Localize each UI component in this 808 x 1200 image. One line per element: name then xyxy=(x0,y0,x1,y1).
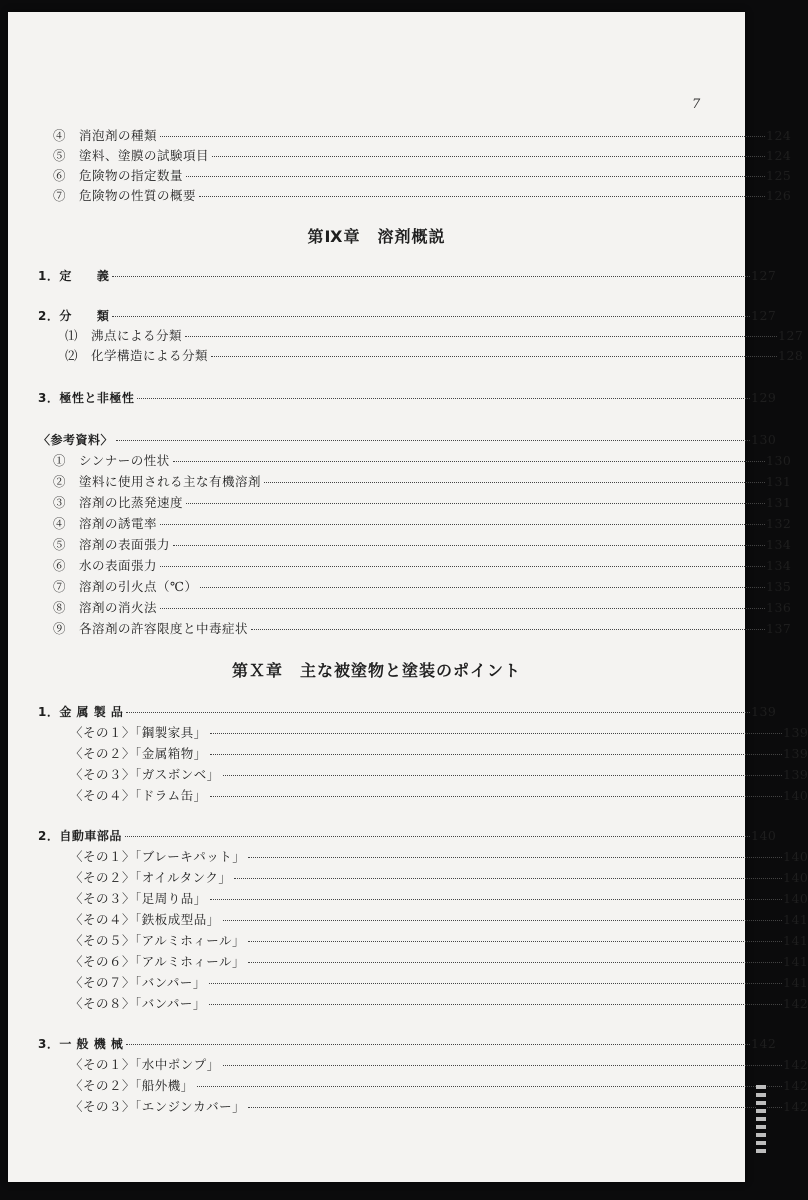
leader-dots xyxy=(185,335,777,337)
toc-entry xyxy=(8,744,807,764)
toc-entry-page: 135 xyxy=(766,579,792,594)
toc-entry-page: 139 xyxy=(783,767,808,782)
document-page xyxy=(8,12,808,1182)
toc-entry-page: 139 xyxy=(783,746,808,761)
leader-dots xyxy=(248,961,782,963)
toc-entry xyxy=(8,535,790,555)
toc-entry xyxy=(8,166,790,186)
toc-entry-label: 〈その２〉「オイルタンク」 xyxy=(70,870,232,885)
leader-dots xyxy=(186,502,765,504)
toc-entry-page: 131 xyxy=(766,474,792,489)
toc-entry-label: ① シンナーの性状 xyxy=(53,453,170,468)
toc-entry-label: 〈その４〉「鉄板成型品」 xyxy=(70,912,220,927)
toc-entry-label: ② 塗料に使用される主な有機溶剤 xyxy=(53,474,262,489)
toc-entry-page: 140 xyxy=(783,891,808,906)
toc-entry-page: 137 xyxy=(766,621,792,636)
toc-entry-label: 〈その１〉「水中ポンプ」 xyxy=(70,1057,220,1072)
leader-dots xyxy=(160,565,765,567)
leader-dots xyxy=(210,898,782,900)
toc-entry xyxy=(8,126,790,146)
toc-entry-label: 〈その４〉「ドラム缶」 xyxy=(70,788,207,803)
leader-dots xyxy=(248,1106,782,1108)
toc-entry-label: 〈その１〉「ブレーキパット」 xyxy=(70,849,246,864)
toc-entry-page: 130 xyxy=(751,432,777,447)
toc-entry-label: ⑦ 危険物の性質の概要 xyxy=(53,188,197,203)
leader-dots xyxy=(160,135,765,137)
toc-entry xyxy=(8,577,790,597)
toc-entry xyxy=(8,306,775,326)
toc-entry-label: ④ 溶剤の誘電率 xyxy=(53,516,158,531)
toc-entry-page: 128 xyxy=(778,348,804,363)
toc-entry-page: 134 xyxy=(766,537,792,552)
leader-dots xyxy=(223,1064,782,1066)
leader-dots xyxy=(173,460,765,462)
toc-entry-label: ⑦ 溶剤の引火点（℃） xyxy=(53,579,198,594)
toc-entry-label: ⑥ 危険物の指定数量 xyxy=(53,168,184,183)
leader-dots xyxy=(116,439,750,441)
toc-entry-page: 139 xyxy=(783,725,808,740)
toc-entry-label: 〈その５〉「アルミホィール」 xyxy=(70,933,246,948)
toc-entry-label: 〈その２〉「金属箱物」 xyxy=(70,746,207,761)
toc-entry-page: 141 xyxy=(783,954,808,969)
toc-entry-label: ③ 溶剤の比蒸発速度 xyxy=(53,495,184,510)
leader-dots xyxy=(210,753,782,755)
toc-entry xyxy=(8,556,790,576)
toc-entry-label: ⑤ 塗料、塗膜の試験項目 xyxy=(53,148,210,163)
page-number: 7 xyxy=(692,97,701,112)
leader-dots xyxy=(248,856,782,858)
leader-dots xyxy=(264,481,765,483)
toc-entry xyxy=(8,430,775,450)
toc-entry-label: 〈その６〉「アルミホィール」 xyxy=(70,954,246,969)
toc-entry-page: 142 xyxy=(783,1057,808,1072)
toc-entry xyxy=(8,451,790,471)
toc-entry-page: 132 xyxy=(766,516,792,531)
leader-dots xyxy=(210,795,782,797)
toc-entry-label: ⑨ 各溶剤の許容限度と中毒症状 xyxy=(53,621,249,636)
toc-entry-page: 124 xyxy=(766,148,792,163)
toc-entry-page: 140 xyxy=(783,788,808,803)
toc-entry-label: 1．定 義 xyxy=(38,269,110,283)
leader-dots xyxy=(209,982,782,984)
toc-entry-page: 142 xyxy=(783,1078,808,1093)
toc-entry-label: ⑵ 化学構造による分類 xyxy=(65,348,209,363)
toc-entry-page: 129 xyxy=(751,390,777,405)
leader-dots xyxy=(211,355,777,357)
toc-entry-label: ⑤ 溶剤の表面張力 xyxy=(53,537,171,552)
toc-entry-label: 〈その２〉「船外機」 xyxy=(70,1078,194,1093)
toc-entry-label: 〈その１〉「鋼製家具」 xyxy=(70,725,207,740)
leader-dots xyxy=(137,397,750,399)
page-edge-marks xyxy=(756,1085,766,1155)
toc-entry xyxy=(8,346,802,366)
leader-dots xyxy=(209,1003,782,1005)
toc-entry-label: 1．金 属 製 品 xyxy=(38,705,124,719)
toc-entry-page: 142 xyxy=(783,996,808,1011)
toc-entry-label: 〈その３〉「エンジンカバー」 xyxy=(70,1099,246,1114)
toc-entry-label: 2．自動車部品 xyxy=(38,829,122,843)
toc-entry xyxy=(8,146,790,166)
toc-entry-page: 141 xyxy=(783,912,808,927)
leader-dots xyxy=(173,544,765,546)
toc-entry xyxy=(8,1055,807,1075)
leader-dots xyxy=(186,175,765,177)
leader-dots xyxy=(223,919,782,921)
toc-entry xyxy=(8,952,807,972)
leader-dots xyxy=(112,315,750,317)
leader-dots xyxy=(126,1043,750,1045)
toc-entry-page: 126 xyxy=(766,188,792,203)
chapter-title: 第Ｘ章 主な被塗物と塗装のポイント xyxy=(231,661,521,680)
toc-entry xyxy=(8,493,790,513)
leader-dots xyxy=(126,711,750,713)
toc-entry-page: 139 xyxy=(751,704,777,719)
toc-entry xyxy=(8,266,775,286)
toc-entry xyxy=(8,931,807,951)
toc-entry-page: 140 xyxy=(783,849,808,864)
toc-entry xyxy=(8,326,802,346)
leader-dots xyxy=(125,835,750,837)
leader-dots xyxy=(212,155,765,157)
toc-entry xyxy=(8,598,790,618)
toc-entry-page: 141 xyxy=(783,933,808,948)
leader-dots xyxy=(200,586,765,588)
toc-entry-label: ⑴ 沸点による分類 xyxy=(65,328,183,343)
toc-entry-label: 3．一 般 機 械 xyxy=(38,1037,124,1051)
toc-entry-page: 130 xyxy=(766,453,792,468)
toc-entry xyxy=(8,1034,775,1054)
leader-dots xyxy=(248,940,782,942)
toc-entry xyxy=(8,826,775,846)
toc-entry xyxy=(8,723,807,743)
toc-entry-page: 134 xyxy=(766,558,792,573)
chapter-title: 第Ⅸ章 溶剤概説 xyxy=(307,227,446,246)
leader-dots xyxy=(199,195,765,197)
toc-entry xyxy=(8,186,790,206)
toc-entry-label: 2．分 類 xyxy=(38,309,110,323)
toc-entry-label: ⑥ 水の表面張力 xyxy=(53,558,158,573)
leader-dots xyxy=(210,732,782,734)
toc-entry-label: 〈その３〉「足周り品」 xyxy=(70,891,207,906)
toc-entry xyxy=(8,514,790,534)
toc-entry-page: 140 xyxy=(783,870,808,885)
toc-entry-page: 141 xyxy=(783,975,808,990)
toc-entry xyxy=(8,1076,807,1096)
toc-entry xyxy=(8,619,790,639)
toc-entry-page: 125 xyxy=(766,168,792,183)
toc-entry xyxy=(8,994,807,1014)
toc-entry-label: 〈その３〉「ガスボンベ」 xyxy=(70,767,220,782)
leader-dots xyxy=(160,607,765,609)
toc-entry xyxy=(8,847,807,867)
toc-entry-page: 127 xyxy=(751,268,777,283)
leader-dots xyxy=(223,774,782,776)
toc-entry-page: 131 xyxy=(766,495,792,510)
toc-entry xyxy=(8,868,807,888)
toc-entry-label: 〈その７〉「バンパー」 xyxy=(70,975,206,990)
toc-entry xyxy=(8,472,790,492)
leader-dots xyxy=(234,877,782,879)
toc-entry xyxy=(8,786,807,806)
leader-dots xyxy=(112,275,750,277)
toc-entry xyxy=(8,1097,807,1117)
toc-entry-label: ④ 消泡剤の種類 xyxy=(53,128,158,143)
toc-entry xyxy=(8,973,807,993)
toc-entry-page: 127 xyxy=(778,328,804,343)
leader-dots xyxy=(160,523,765,525)
toc-entry-page: 136 xyxy=(766,600,792,615)
toc-entry xyxy=(8,388,775,408)
toc-entry-page: 140 xyxy=(751,828,777,843)
leader-dots xyxy=(197,1085,782,1087)
toc-entry xyxy=(8,765,807,785)
toc-entry-label: 〈参考資料〉 xyxy=(38,433,114,447)
toc-entry-label: 〈その８〉「バンパー」 xyxy=(70,996,206,1011)
toc-entry-page: 127 xyxy=(751,308,777,323)
leader-dots xyxy=(251,628,765,630)
toc-entry xyxy=(8,702,775,722)
toc-entry-page: 142 xyxy=(751,1036,777,1051)
toc-entry-page: 142 xyxy=(783,1099,808,1114)
toc-entry-label: ⑧ 溶剤の消火法 xyxy=(53,600,158,615)
toc-entry-page: 124 xyxy=(766,128,792,143)
toc-entry-label: 3．極性と非極性 xyxy=(38,391,135,405)
toc-entry xyxy=(8,910,807,930)
toc-entry xyxy=(8,889,807,909)
